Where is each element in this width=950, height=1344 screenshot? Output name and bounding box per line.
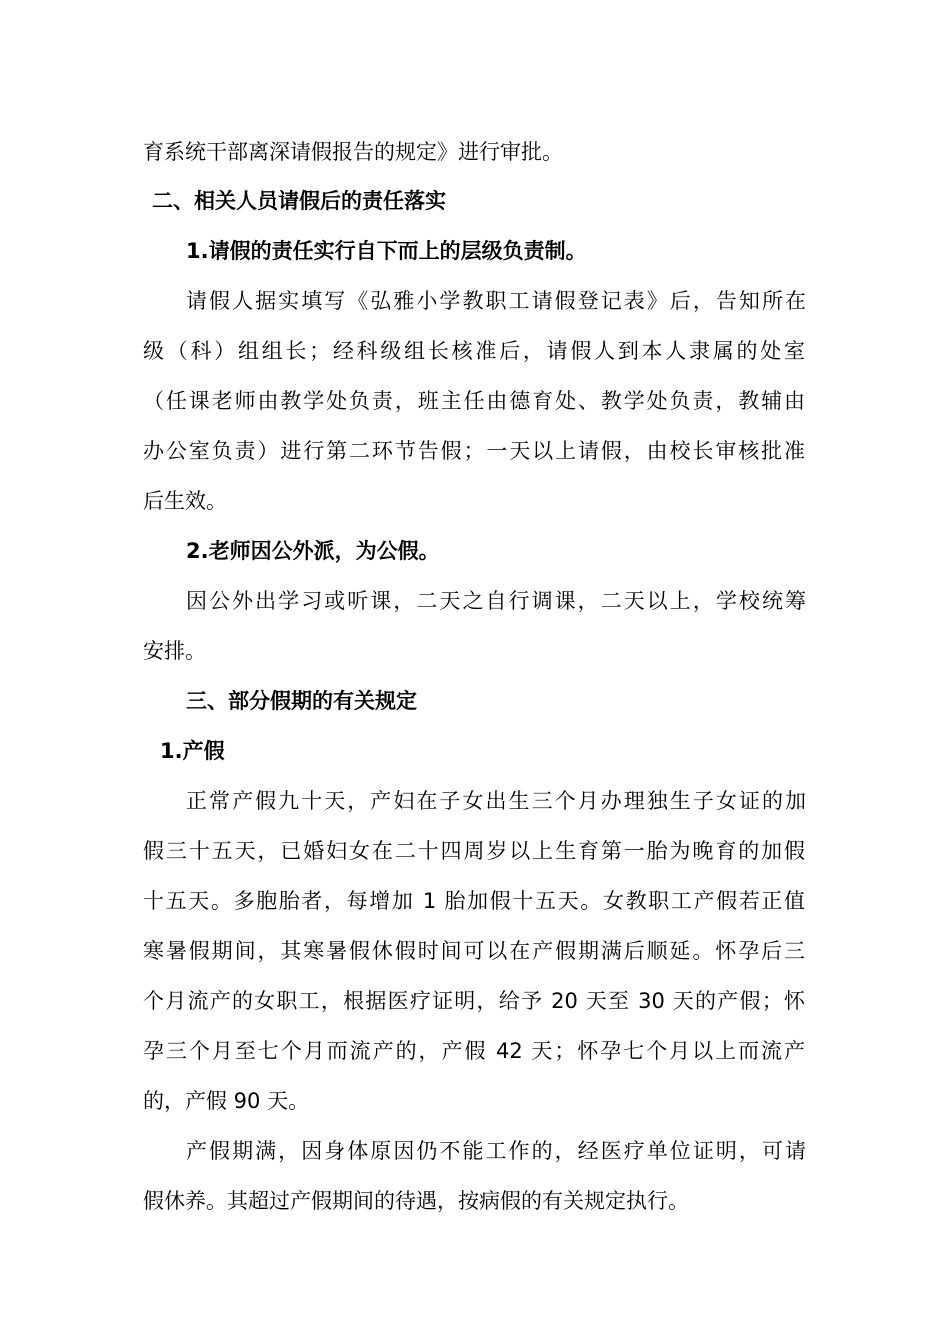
paragraph-line: 安排。 bbox=[143, 639, 206, 663]
paragraph-line: 产假期满，因身体原因仍不能工作的，经医疗单位证明，可请 bbox=[186, 1139, 806, 1163]
paragraph-line: 请假人据实填写《弘雅小学教职工请假登记表》后，告知所在 bbox=[186, 289, 806, 313]
paragraph-line: （任课老师由教学处负责，班主任由德育处、教学处负责，教辅由 bbox=[143, 389, 805, 413]
paragraph-line: 十五天。多胞胎者，每增加 1 胎加假十五天。女教职工产假若正值 bbox=[143, 889, 805, 913]
paragraph-line: 寒暑假期间，其寒暑假休假时间可以在产假期满后顺延。怀孕后三 bbox=[143, 939, 805, 963]
subheading-2-1: 1.请假的责任实行自下而上的层级负责制。 bbox=[186, 239, 587, 263]
subheading-2-2: 2.老师因公外派，为公假。 bbox=[186, 539, 440, 563]
paragraph-line: 正常产假九十天，产妇在子女出生三个月办理独生子女证的加 bbox=[186, 789, 806, 813]
paragraph-line: 个月流产的女职工，根据医疗证明，给予 20 天至 30 天的产假；怀 bbox=[143, 989, 805, 1013]
paragraph-continuation-line: 育系统干部离深请假报告的规定》进行审批。 bbox=[143, 140, 563, 164]
subheading-3-1: 1.产假 bbox=[160, 739, 225, 763]
paragraph-line: 假休养。其超过产假期间的待遇，按病假的有关规定执行。 bbox=[143, 1189, 689, 1213]
paragraph-line: 办公室负责）进行第二环节告假；一天以上请假，由校长审核批准 bbox=[143, 439, 805, 463]
paragraph-line: 孕三个月至七个月而流产的，产假 42 天；怀孕七个月以上而流产 bbox=[143, 1039, 805, 1063]
paragraph-line: 级（科）组组长；经科级组长核准后，请假人到本人隶属的处室 bbox=[143, 339, 805, 363]
section-heading-2: 二、相关人员请假后的责任落实 bbox=[152, 189, 446, 213]
paragraph-line: 因公外出学习或听课，二天之自行调课，二天以上，学校统筹 bbox=[186, 589, 806, 613]
paragraph-line: 的，产假 90 天。 bbox=[143, 1089, 310, 1113]
section-heading-3: 三、部分假期的有关规定 bbox=[186, 689, 417, 713]
paragraph-line: 假三十五天，已婚妇女在二十四周岁以上生育第一胎为晚育的加假 bbox=[143, 839, 805, 863]
paragraph-line: 后生效。 bbox=[143, 489, 227, 513]
